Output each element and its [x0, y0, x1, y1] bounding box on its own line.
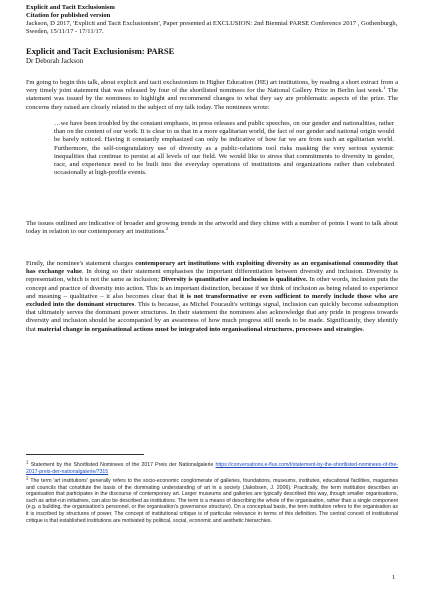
- para3-text-2: . In doing so their statement emphasises the important differentiation between diversity and inclusion. Diversity is representation, which is not the same as inclusion;: [26, 268, 398, 284]
- paragraph-2-text: The issues outlined are indicative of broader and growing trends in the artworld and they chime with a number of points I want to talk about today in relation to our contemporary art institutions.: [26, 220, 398, 236]
- author-name: Dr Deborah Jackson: [26, 57, 84, 65]
- para3-text-5: .: [362, 325, 365, 333]
- paper-title: Explicit and Tacit Exclusionism: PARSE: [26, 46, 175, 56]
- footnote-2-text: The term 'art institutions' generally refers to the socio-economic conglomerate of galleries, foundations, museums, institutes, educational facilities, magazines and councils that constitute the basis of the dominating understanding of art in a society (Jakobsen, J. 2006). Practically, the term institution describes an organisation that participates in the discourse of contemporary art. Larger museums and galleries are typically described this way, though smaller organisations, such as artist-run initiatives, can also be described as institutions. The term is a means of describing the whole of the organisation, rather than a single component (e.g. a building, the organisation's personnel, or the organisation's governance structure). On a conceptual basis, the term institution refers to the organisation as it is inscribed by structures of power. The concept of institutional critique is of particular relevance in terms of this definition. The central conceit of institutional critique is that established institutions are motivated by political, social, economic and aesthetic hierarchies.: [26, 478, 398, 524]
- footnote-1-text: Statement by the Shortlisted Nominees of the 2017 Preis der Nationalgalerie: [28, 462, 216, 468]
- intro-text-1: I'm going to begin this talk, about explicit and tacit exclusionism in Higher Education (HE) art institutions, by reading a short extract from a very timely joint statement that was released by four of the shortlisted nominees for the National Gallery Prize in Berlin last week.: [26, 79, 398, 95]
- footnote-1: [26, 459, 398, 475]
- footnote-separator: [26, 454, 144, 455]
- footnote-ref-2[interactable]: 2: [165, 226, 169, 232]
- para3-text-1: Firstly, the nominee's statement charges: [26, 260, 136, 267]
- footnote-ref-1[interactable]: 1: [383, 85, 386, 91]
- footnote-2: [26, 475, 398, 524]
- citation-reference: Jackson, D 2017, 'Explicit and Tacit Exclusionism', Paper presented at EXCLUSION: 2nd Biennial PARSE Conference 2017 , Gothenburgh, Sweden, 15/11/17 - 17/11/17.: [26, 20, 398, 35]
- citation-block: [26, 4, 406, 36]
- footnote-1-link[interactable]: https://conversations.e-flux.com/t/statement-by-the-shortlisted-nominees-of-the-2017-preis-der-nationalgalerie/7315: [26, 462, 398, 475]
- paragraph-2: [26, 220, 398, 236]
- para3-bold-1: contemporary art institutions with exploiting diversity as an organisational commodity that has exchange value: [26, 260, 399, 276]
- page-number: 1: [392, 574, 396, 581]
- para3-bold-3: it is not transformative or even sufficient to merely include those who are excluded into the dominant structures: [26, 292, 399, 309]
- footnote-1-number: 1: [26, 459, 29, 465]
- block-quote: …we have been troubled by the constant emphasis, in press releases and public speeches, on our gender and nationalities, rather than on the content of our work. It is clear to us that in a more egalitarian world, the fact of our gender and national origin would be barely noticed. Having it constantly emphasized can only be indicative of how far we are from such an egalitarian world. Furthermore, the self-congratulatory use of diversity as a public-relations tool risks masking the very serious systemic inequalities that continue to persist at all levels of our field. We would like to stress that commitments to diversity in gender, race, and experience need to be built into the everyday operations of institutions and organizations rather than celebrated occasionally at high-profile events.: [54, 120, 394, 177]
- footnote-2-number: 2: [26, 475, 29, 481]
- para3-bold-2: Diversity is quantitative and inclusion is qualitative.: [160, 276, 308, 284]
- intro-paragraph: [26, 79, 398, 112]
- intro-text-2: The statement was issued by the nominees to highlight and recommend changes to what they say are problematic aspects of the prize. The concerns they raised are closely related to the subject of my talk today. The nominees wrote:: [26, 87, 398, 111]
- para3-bold-4: material change in organisational actions must be integrated into organisational structures, processes and strategies: [37, 325, 363, 333]
- citation-title: Explicit and Tacit Exclusionism: [26, 4, 115, 11]
- para3-text-4: . This is because, as Michel Foucault's writings signal, inclusion can quickly become subsumption that ultimately serves the dominant power structures. In their statement the nominees also acknowledge that any pride in progress towards diversity and inclusion should be accompanied by an awareness of how much progress still needs to be made. Significantly, they identify that: [26, 301, 398, 333]
- para3-text-3: In other words, inclusion puts the concept and practice of diversity into action. This is an important distinction, because if we think of inclusion as being related to experience and meaning – qualitative – it also becomes clear that: [26, 276, 399, 300]
- citation-heading: Citation for published version: [26, 12, 111, 19]
- paragraph-3: [26, 260, 398, 334]
